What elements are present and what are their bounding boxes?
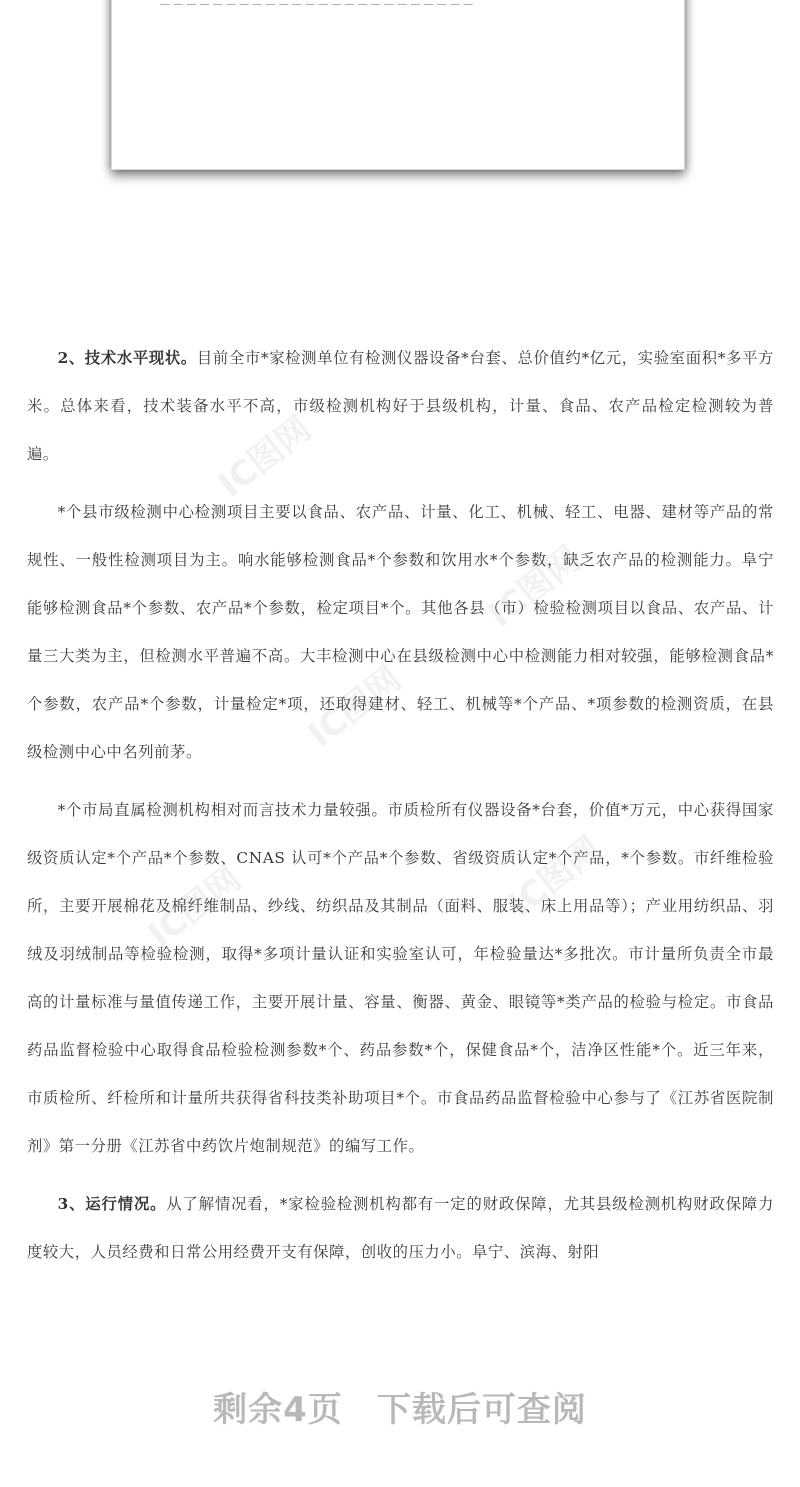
paragraph-text: 目前全市*家检测单位有检测仪器设备*台套、总价值约*亿元，实验室面积*多平方米。总体来看，技术装备水平不高，市级检测机构好于县级机构，计量、食品、农产品检定检测较为普遍。 (27, 349, 774, 463)
paragraph-heading: 3、运行情况。 (57, 1195, 167, 1213)
paragraph-text: *个市局直属检测机构相对而言技术力量较强。市质检所有仪器设备*台套，价值*万元，中心获得国家级资质认定*个产品*个参数、CNAS 认可*个产品*个参数、省级资质认定*个产品，*个参数。市纤维检验所，主要开展棉花及棉纤维制品、纱线、纺织品及其制品（面料、服装、床上用品等）；产业用纺织品、羽绒及羽绒制品等检验检测，取得*多项计量认证和实验室认可，年检验量达*多批次。市计量所负责全市最高的计量标准与量值传递工作，主要开展计量、容量、衡器、黄金、眼镜等*类产品的检验与检定。市食品药品监督检验中心取得食品检验检测参数*个、药品参数*个，保健食品*个，洁净区性能*个。近三年来，市质检所、纤检所和计量所共获得省科技类补助项目*个。市食品药品监督检验中心参与了《江苏省医院制剂》第一分册《江苏省中药饮片炮制规范》的编写工作。 (27, 801, 774, 1155)
watermark: IC图网 (141, 858, 249, 956)
paragraph-county-centers (27, 488, 774, 776)
paragraph-tech-level (27, 334, 774, 478)
previous-page-preview (111, 0, 685, 170)
download-hint-label: 下载后可查阅 (376, 1390, 587, 1430)
paragraph-operations (27, 1180, 774, 1276)
paragraph-text: 从了解情况看，*家检验检测机构都有一定的财政保障，尤其县级检测机构财政保障力度较大，人员经费和日常公用经费开支有保障，创收的压力小。阜宁、滨海、射阳 (27, 1195, 774, 1261)
truncated-text-line: — — — — — — — — — — — — — — — — — — — — — — — — (160, 0, 474, 10)
paragraph-text: *个县市级检测中心检测项目主要以食品、农产品、计量、化工、机械、轻工、电器、建材等产品的常规性、一般性检测项目为主。响水能够检测食品*个参数和饮用水*个参数，缺乏农产品的检测能力。阜宁能够检测食品*个参数、农产品*个参数，检定项目*个。其他各县（市）检验检测项目以食品、农产品、计量三大类为主，但检测水平普遍不高。大丰检测中心在县级检测中心中检测能力相对较强，能够检测食品*个参数，农产品*个参数，计量检定*项，还取得建材、轻工、机械等*个产品、*项参数的检测资质，在县级检测中心中名列前茅。 (27, 503, 774, 761)
watermark: IC图网 (211, 408, 319, 506)
paragraph-heading: 2、技术水平现状。 (57, 349, 197, 367)
remaining-pages-label: 剩余4页 (213, 1390, 343, 1430)
watermark: IC图网 (501, 828, 609, 926)
document-body (27, 334, 774, 1286)
download-prompt[interactable] (0, 1382, 800, 1431)
watermark: IC图网 (481, 538, 589, 636)
paragraph-city-agencies (27, 786, 774, 1170)
watermark: IC图网 (301, 658, 409, 756)
